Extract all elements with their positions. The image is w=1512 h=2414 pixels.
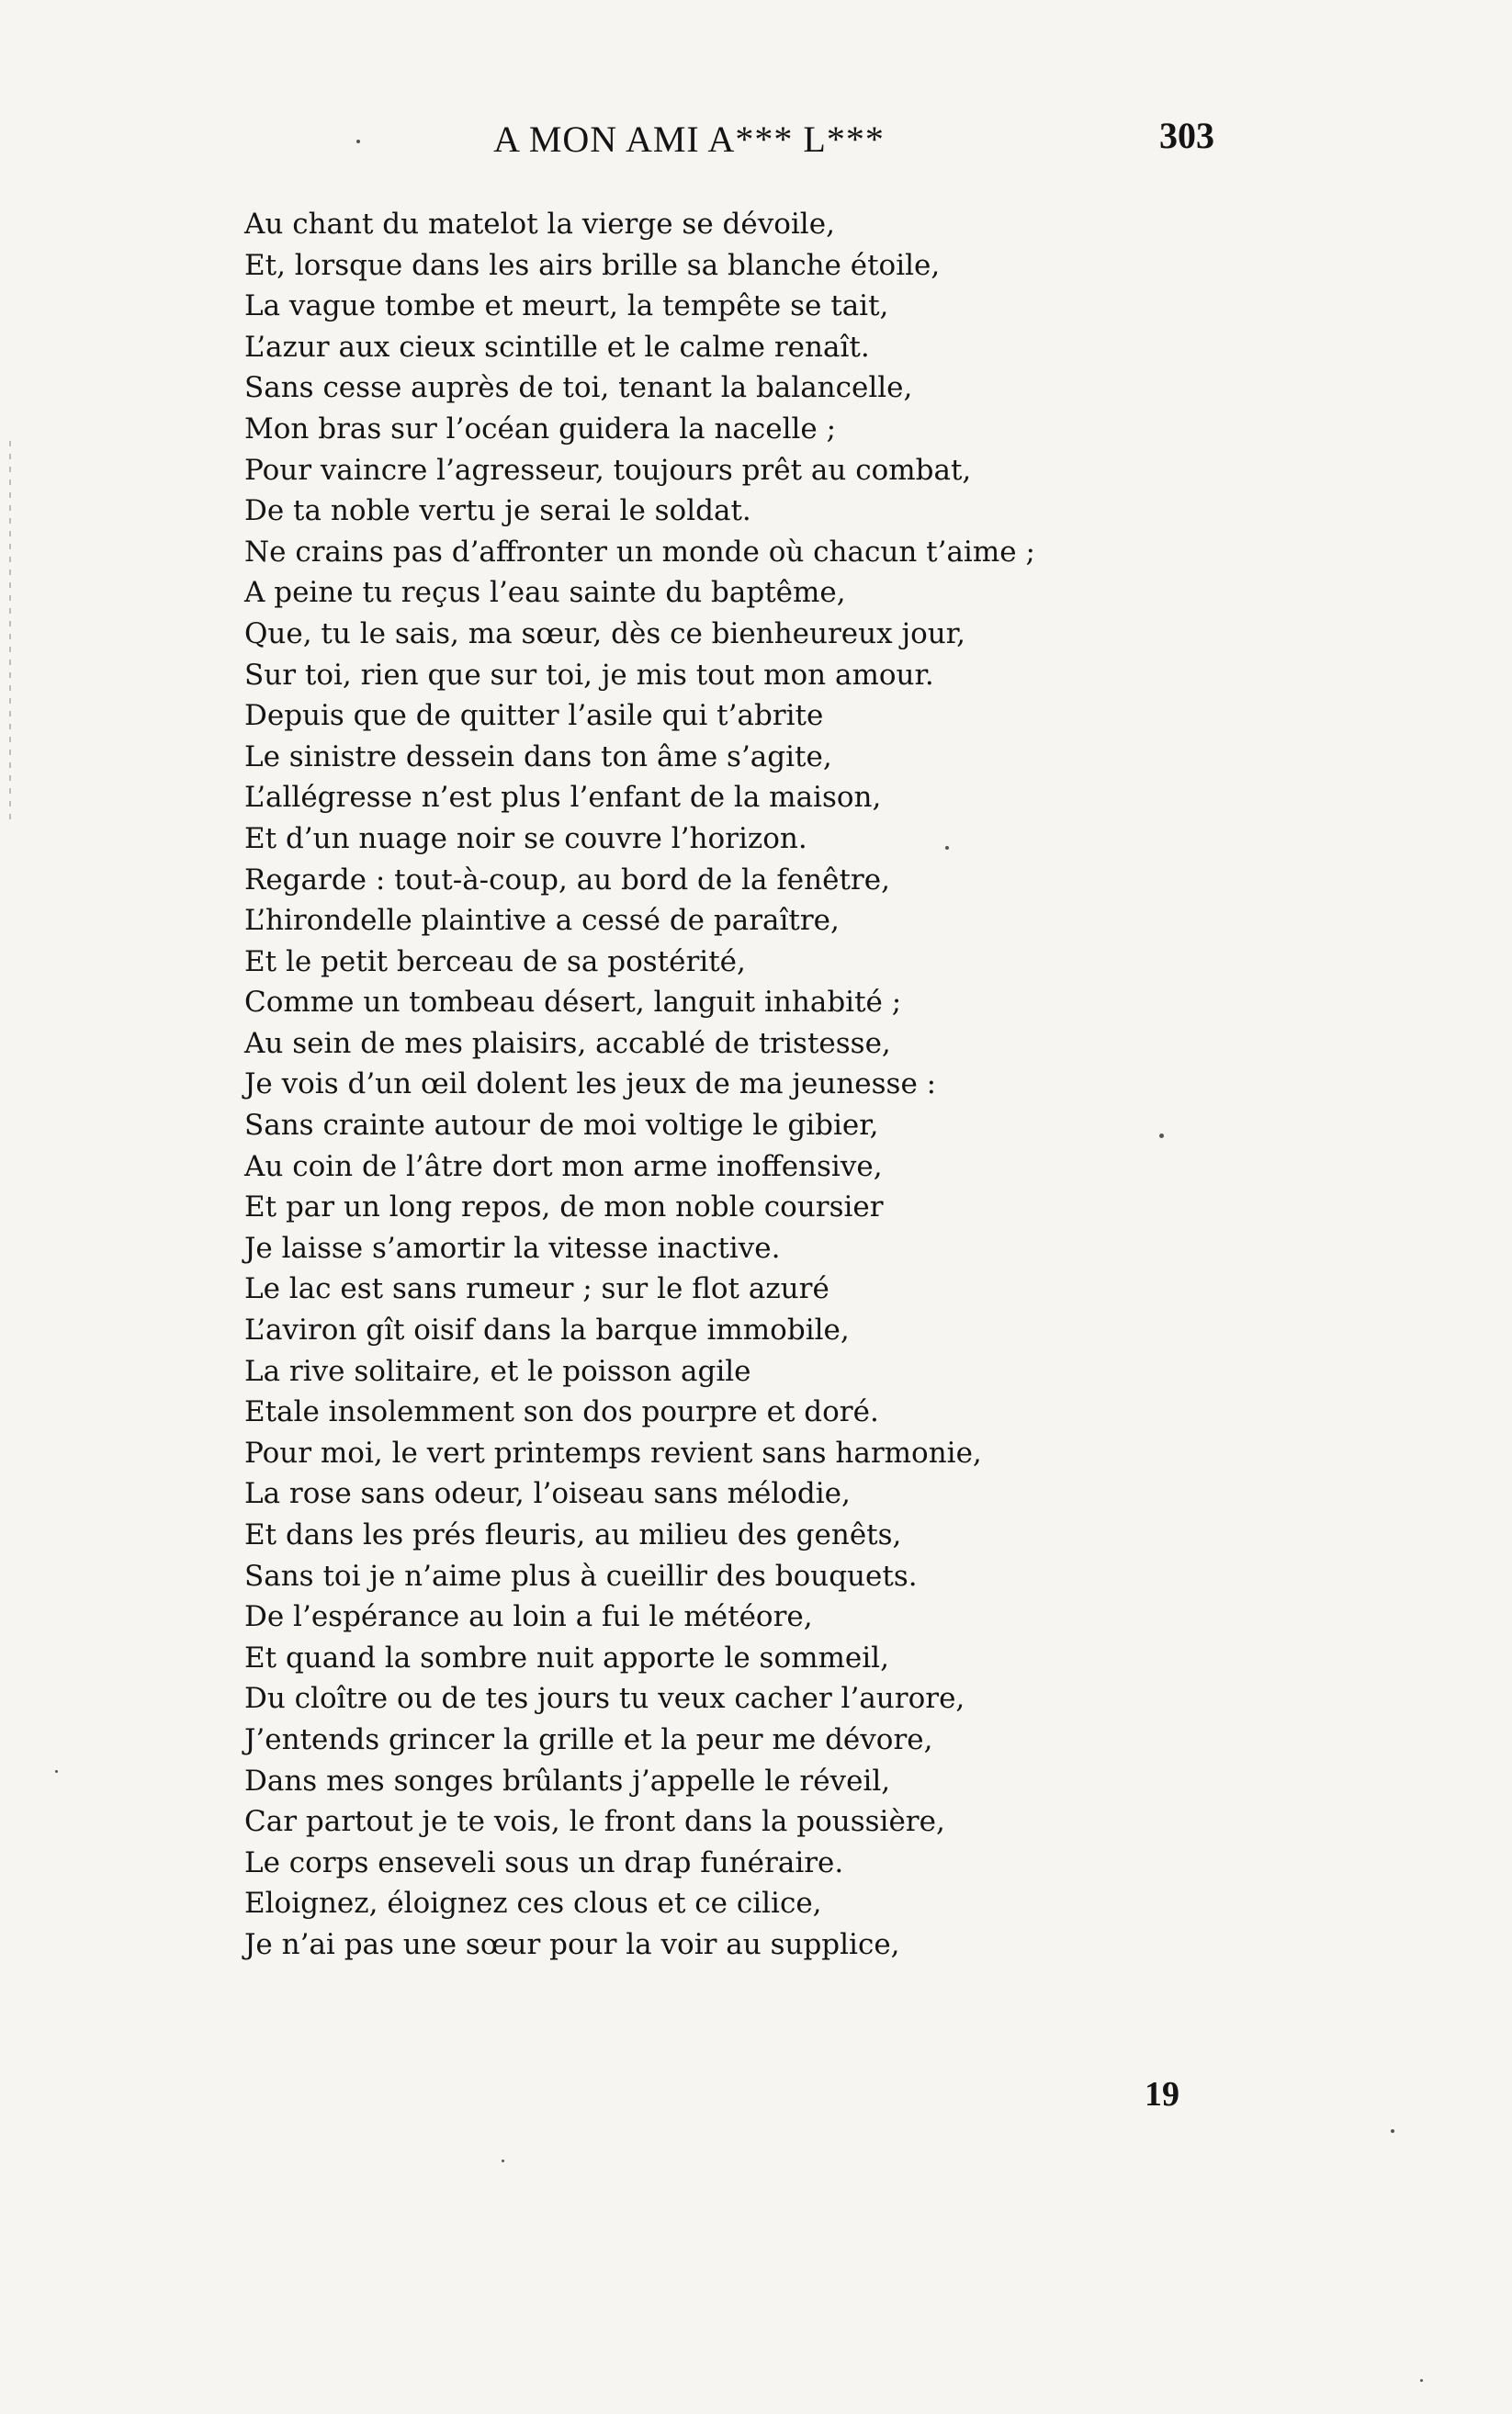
poem-line: La rose sans odeur, l’oiseau sans mélodie, [244, 1477, 851, 1511]
poem-line: L’allégresse n’est plus l’enfant de la maison, [244, 781, 882, 815]
poem-line: Et par un long repos, de mon noble coursier [244, 1190, 884, 1224]
poem-line: Le corps enseveli sous un drap funéraire. [244, 1845, 844, 1879]
poem-line: Le sinistre dessein dans ton âme s’agite, [244, 739, 832, 773]
scan-speck [356, 140, 360, 143]
poem-line: Sur toi, rien que sur toi, je mis tout mon amour. [244, 658, 934, 692]
poem-line: Pour vaincre l’agresseur, toujours prêt au combat, [244, 453, 972, 487]
poem-line: Je vois d’un œil dolent les jeux de ma jeunesse : [244, 1067, 937, 1101]
poem-line: Au coin de l’âtre dort mon arme inoffensive, [244, 1149, 883, 1183]
poem-line: Mon bras sur l’océan guidera la nacelle ; [244, 412, 837, 446]
poem-line: A peine tu reçus l’eau sainte du baptême, [244, 576, 846, 610]
poem-line: De l’espérance au loin a fui le météore, [244, 1600, 813, 1634]
poem-line: Et le petit berceau de sa postérité, [244, 944, 746, 978]
poem-line: Sans cesse auprès de toi, tenant la balancelle, [244, 371, 913, 405]
poem-line: Et dans les prés fleuris, au milieu des genêts, [244, 1518, 902, 1551]
poem-body [244, 204, 1301, 1966]
poem-line: Regarde : tout-à-coup, au bord de la fenêtre, [244, 863, 890, 897]
poem-line: Sans toi je n’aime plus à cueillir des bouquets. [244, 1559, 918, 1593]
signature-mark: 19 [1145, 2075, 1179, 2114]
poem-line: Que, tu le sais, ma sœur, dès ce bienheureux jour, [244, 616, 965, 650]
scan-speck [1420, 2379, 1423, 2382]
poem-line: Au chant du matelot la vierge se dévoile, [244, 208, 835, 241]
poem-line: Comme un tombeau désert, languit inhabité ; [244, 986, 902, 1020]
scan-speck [1391, 2129, 1394, 2133]
poem-line: L’aviron gît oisif dans la barque immobile, [244, 1314, 850, 1348]
scan-speck [1159, 1134, 1164, 1138]
poem-line: J’entends grincer la grille et la peur me dévore, [244, 1722, 933, 1756]
poem-line: Je laisse s’amortir la vitesse inactive. [244, 1231, 781, 1265]
poem-line: Et d’un nuage noir se couvre l’horizon. [244, 821, 807, 855]
poem-line: La vague tombe et meurt, la tempête se tait, [244, 289, 889, 323]
poem-line: L’azur aux cieux scintille et le calme renaît. [244, 330, 870, 364]
poem-line: De ta noble vertu je serai le soldat. [244, 494, 751, 528]
poem-line: Et quand la sombre nuit apporte le sommeil, [244, 1641, 889, 1675]
poem-line: Et, lorsque dans les airs brille sa blanche étoile, [244, 248, 941, 282]
poem-line: Etale insolemment son dos pourpre et doré. [244, 1395, 879, 1429]
poem-line: Pour moi, le vert printemps revient sans harmonie, [244, 1436, 982, 1470]
poem-line: Car partout je te vois, le front dans la poussière, [244, 1805, 945, 1839]
poem-line: Depuis que de quitter l’asile qui t’abrite [244, 699, 824, 733]
poem-line: Eloignez, éloignez ces clous et ce cilice, [244, 1887, 822, 1921]
poem-line: Dans mes songes brûlants j’appelle le réveil, [244, 1764, 891, 1798]
scan-speck [502, 2160, 504, 2162]
page-number: 303 [1159, 115, 1214, 156]
scan-margin-shadow [9, 441, 11, 827]
poem-line: L’hirondelle plaintive a cessé de paraître, [244, 904, 840, 938]
scan-speck [945, 846, 949, 850]
running-title: A MON AMI A*** L*** [493, 118, 885, 160]
poem-line: Sans crainte autour de moi voltige le gibier, [244, 1109, 879, 1143]
poem-line: Au sein de mes plaisirs, accablé de tristesse, [244, 1026, 891, 1060]
scan-speck [55, 1770, 58, 1773]
poem-line: Le lac est sans rumeur ; sur le flot azuré [244, 1272, 829, 1306]
poem-line: La rive solitaire, et le poisson agile [244, 1354, 751, 1388]
poem-line: Ne crains pas d’affronter un monde où chacun t’aime ; [244, 535, 1035, 569]
poem-line: Du cloître ou de tes jours tu veux cacher l’aurore, [244, 1682, 965, 1716]
poem-line: Je n’ai pas une sœur pour la voir au supplice, [244, 1927, 900, 1961]
